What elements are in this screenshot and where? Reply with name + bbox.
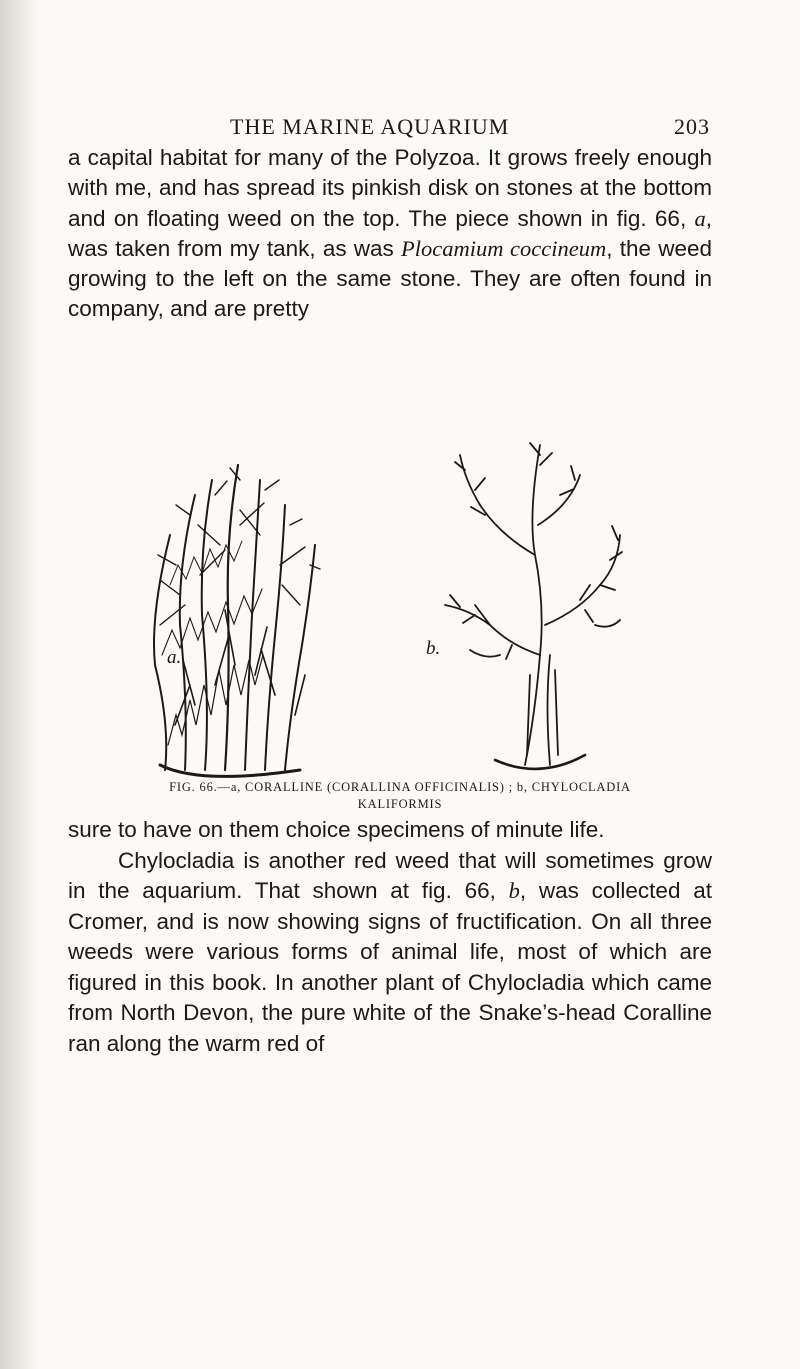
text-segment: , the weed growing to the left on the same stone. They are often found in company, and are pretty [68, 235, 712, 322]
figure-ref-a: a [694, 205, 706, 231]
chylocladia-paragraph [68, 846, 712, 1060]
caption-line-1: FIG. 66.—a, CORALLINE (CORALLINA OFFICINALIS) ; b, CHYLOCLADIA [169, 780, 631, 794]
caption-line-2: KALIFORMIS [357, 797, 443, 811]
figure-label-a: a. [167, 647, 182, 668]
figure-66 [140, 425, 640, 795]
seaweed-illustration [140, 425, 640, 795]
page-header [230, 114, 710, 144]
page-number: 203 [674, 114, 710, 139]
body-paragraph-2 [68, 815, 712, 1059]
text-segment: a capital habitat for many of the Polyzoa. It grows freely enough with me, and has spread its pinkish disk on stones at the bottom and on floating weed on the top. The piece shown in fig. 66, [68, 145, 712, 231]
text-segment: Chylocladia is another red weed that will sometimes grow in the aquarium. That shown at fig. 66, [68, 847, 712, 903]
species-name: Plocamium coccineum [401, 235, 607, 261]
page-binding-shadow [0, 0, 40, 1369]
figure-label-b: b. [426, 638, 441, 659]
continuation-paragraph: sure to have on them choice specimens of minute life. [68, 817, 605, 842]
coralline-drawing [154, 465, 320, 776]
figure-caption [80, 779, 720, 813]
text-segment: , was taken from my tank, as was [68, 205, 712, 261]
chylocladia-drawing [445, 443, 622, 769]
text-segment: , was collected at Cromer, and is now showing signs of fructification. On all three weeds were various forms of animal life, most of which are figured in this book. In another plant of Chylocladia which came from North Devon, the pure white of the Snake’s-head Coralline ran along the warm red of [68, 878, 712, 1056]
running-title: THE MARINE AQUARIUM [230, 114, 510, 139]
figure-ref-b: b [508, 878, 520, 903]
body-paragraph-1 [68, 143, 712, 325]
